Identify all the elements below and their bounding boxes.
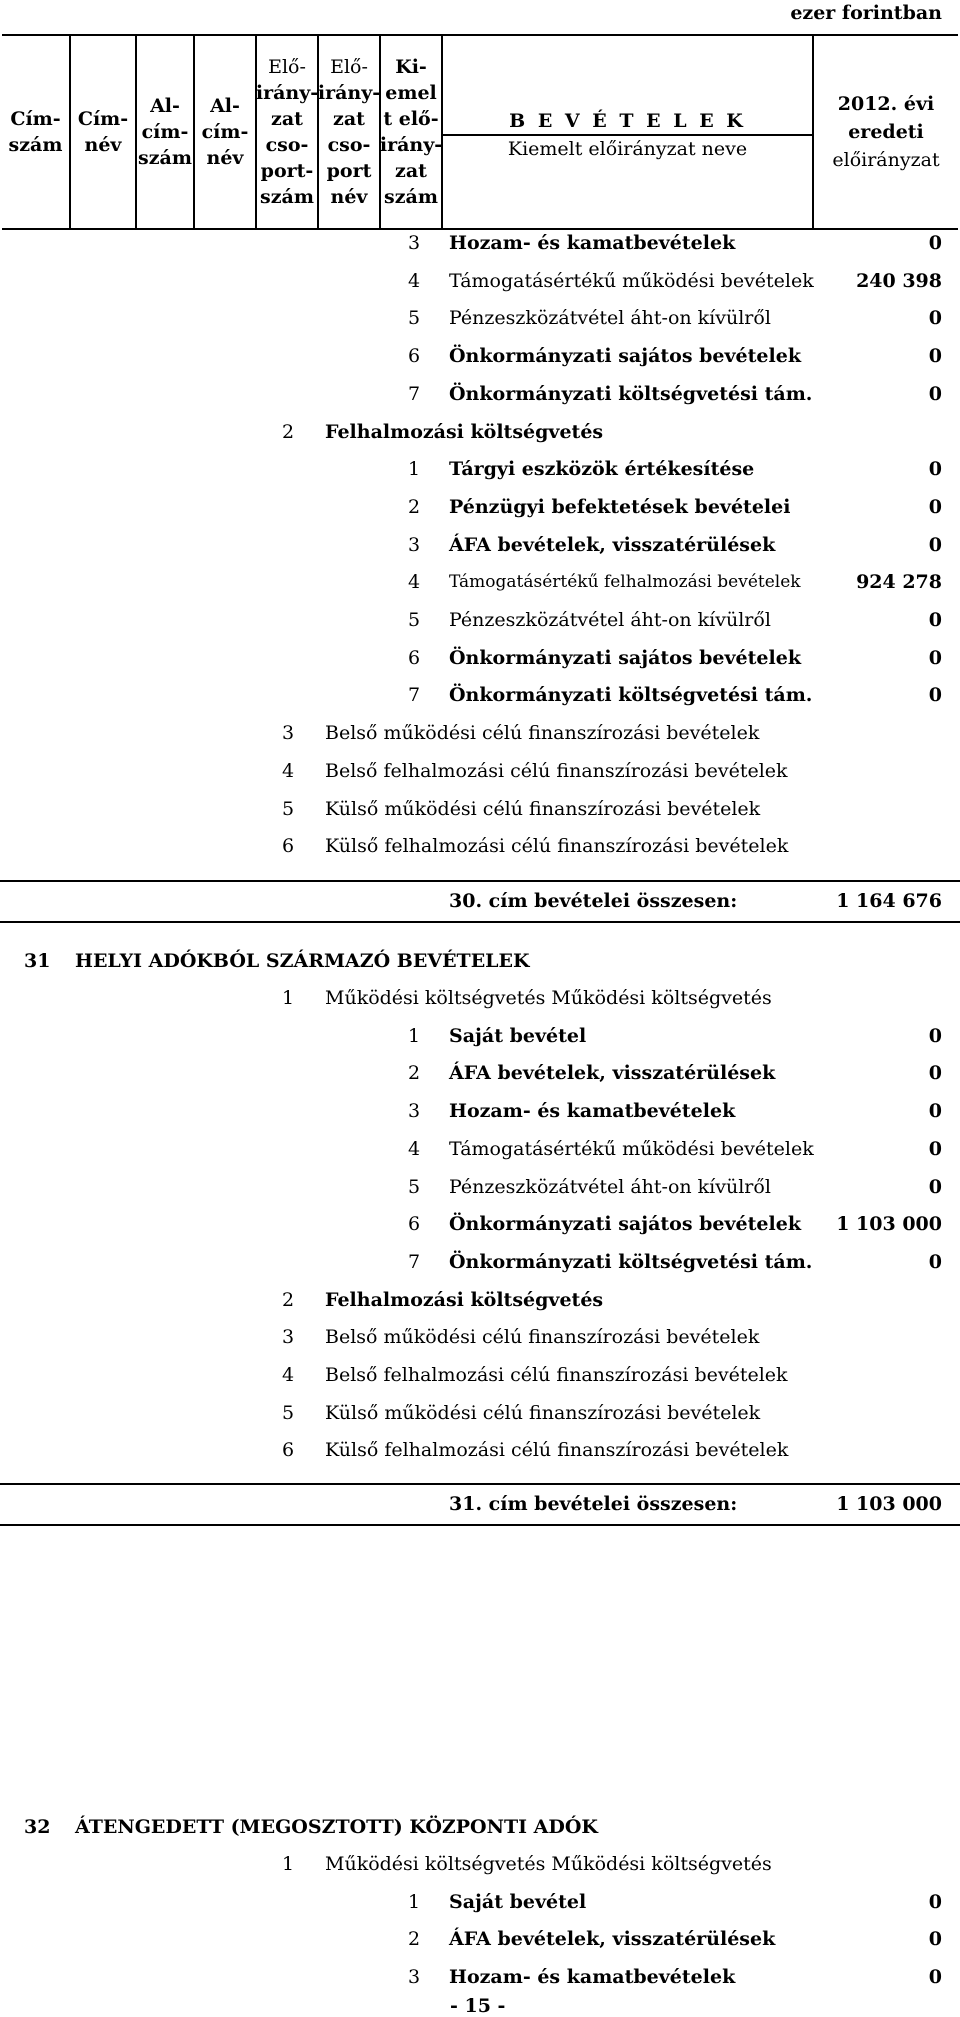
row-label: Támogatásértékű működési bevételek xyxy=(449,1137,814,1160)
section-total xyxy=(0,1483,960,1526)
row-number: 3 xyxy=(282,1326,295,1349)
table-row xyxy=(0,718,960,748)
row-number: 1 xyxy=(282,1853,295,1875)
row-number: 1 xyxy=(408,458,421,481)
row-label: ÁFA bevételek, visszatérülések xyxy=(449,533,776,556)
table-row xyxy=(0,1096,960,1126)
header-cimnev xyxy=(71,36,137,228)
table-row xyxy=(0,643,960,673)
title-number: 32 xyxy=(24,1816,51,1838)
header-text: Cím- xyxy=(10,108,61,130)
header-text: zat xyxy=(271,108,303,130)
header-text: szám xyxy=(260,186,314,208)
header-text: előirányzat xyxy=(832,149,940,171)
row-value: 0 xyxy=(928,1100,942,1123)
row-value: 0 xyxy=(928,345,942,368)
row-number: 5 xyxy=(408,307,421,330)
table-row xyxy=(0,567,960,597)
row-label: Saját bevétel xyxy=(449,1024,587,1047)
table-row xyxy=(0,1924,960,1954)
total-value: 1 164 676 xyxy=(836,890,942,912)
row-label: Külső működési célú finanszírozási bevételek xyxy=(325,1401,761,1424)
row-number: 1 xyxy=(282,987,295,1009)
table-row xyxy=(0,303,960,333)
header-text: név xyxy=(84,134,122,156)
row-number: 2 xyxy=(282,420,295,443)
row-label: Belső felhalmozási célú finanszírozási bevételek xyxy=(325,1364,788,1386)
table-row xyxy=(0,266,960,296)
total-label: 31. cím bevételei összesen: xyxy=(449,1493,738,1515)
row-value: 0 xyxy=(928,1024,942,1047)
header-text: Elő- xyxy=(330,56,368,78)
header-text: zat xyxy=(395,160,427,182)
header-cimszam xyxy=(2,36,71,228)
row-number: 3 xyxy=(408,1966,421,1989)
header-eloiranyzat-csoport-szam xyxy=(257,36,319,228)
row-label: Hozam- és kamatbevételek xyxy=(449,232,736,254)
table-row xyxy=(0,1360,960,1390)
table-row xyxy=(0,1849,960,1879)
table-row xyxy=(0,680,960,710)
row-value: 1 103 000 xyxy=(836,1213,942,1236)
row-value: 0 xyxy=(928,1062,942,1085)
header-text: Al- xyxy=(210,95,240,117)
row-value: 240 398 xyxy=(856,269,942,292)
section-title xyxy=(0,1812,960,1842)
table-row xyxy=(0,492,960,522)
table-row xyxy=(0,605,960,635)
header-alcimszam xyxy=(137,36,195,228)
row-label: Tárgyi eszközök értékesítése xyxy=(449,458,755,481)
row-number: 6 xyxy=(282,1439,295,1462)
row-number: 4 xyxy=(408,1137,421,1160)
header-text: Al- xyxy=(150,95,180,117)
table-row xyxy=(0,1398,960,1428)
row-number: 6 xyxy=(408,646,421,669)
row-number: 4 xyxy=(408,571,421,594)
row-value: 0 xyxy=(928,1966,942,1989)
header-bevetelek xyxy=(443,36,814,228)
row-value: 0 xyxy=(928,646,942,669)
row-value: 0 xyxy=(928,1137,942,1160)
header-kiemelt-eloiranyzat-szam xyxy=(381,36,443,228)
header-text: cím- xyxy=(201,121,249,143)
row-label: Pénzügyi befektetések bevételei xyxy=(449,495,791,518)
row-number: 7 xyxy=(408,684,421,707)
row-number: 1 xyxy=(408,1890,421,1913)
title-label: ÁTENGEDETT (MEGOSZTOTT) KÖZPONTI ADÓK xyxy=(75,1816,598,1838)
header-kiemelt-nev: Kiemelt előirányzat neve xyxy=(507,138,748,160)
row-number: 3 xyxy=(282,722,295,745)
row-number: 6 xyxy=(408,345,421,368)
row-label: Felhalmozási költségvetés xyxy=(325,1288,604,1311)
page-number: - 15 - xyxy=(450,1995,506,2017)
header-text: Ki- xyxy=(395,56,427,78)
header-text: cso- xyxy=(327,134,371,156)
row-value: 0 xyxy=(928,232,942,254)
table-header xyxy=(2,34,958,230)
row-number: 2 xyxy=(408,495,421,518)
table-row xyxy=(0,1887,960,1917)
header-alcimnev xyxy=(195,36,257,228)
title-label: HELYI ADÓKBÓL SZÁRMAZÓ BEVÉTELEK xyxy=(75,950,530,972)
header-bevetelek-title: B E V É T E L E K xyxy=(443,36,812,136)
section-title xyxy=(0,946,960,976)
table-row xyxy=(0,1962,960,1992)
header-text: név xyxy=(206,147,244,169)
header-text: cím- xyxy=(141,121,189,143)
table-row xyxy=(0,530,960,560)
row-number: 5 xyxy=(282,797,295,820)
row-label: Pénzeszközátvétel áht-on kívülről xyxy=(449,307,771,330)
row-label: Önkormányzati költségvetési tám. xyxy=(449,1250,813,1273)
row-number: 7 xyxy=(408,1250,421,1273)
row-number: 1 xyxy=(408,1024,421,1047)
header-text: irány- xyxy=(317,82,381,104)
row-number: 4 xyxy=(282,1364,295,1386)
header-text: eredeti xyxy=(848,121,924,143)
row-label: ÁFA bevételek, visszatérülések xyxy=(449,1062,776,1085)
row-label: Belső felhalmozási célú finanszírozási bevételek xyxy=(325,759,788,782)
header-text: szám xyxy=(138,147,192,169)
row-value: 0 xyxy=(928,609,942,631)
header-text: t elő- xyxy=(383,108,439,130)
table-row xyxy=(0,228,960,258)
row-number: 3 xyxy=(408,1100,421,1123)
row-number: 2 xyxy=(408,1928,421,1951)
total-value: 1 103 000 xyxy=(836,1493,942,1515)
row-value: 0 xyxy=(928,307,942,330)
header-text: szám xyxy=(8,134,63,156)
header-text: cso- xyxy=(265,134,309,156)
header-text: irány- xyxy=(379,134,443,156)
table-row xyxy=(0,794,960,824)
table-row xyxy=(0,1435,960,1465)
row-value: 0 xyxy=(928,1250,942,1273)
header-text: port- xyxy=(260,160,314,182)
row-label: Belső működési célú finanszírozási bevételek xyxy=(325,1326,760,1349)
header-text: zat xyxy=(333,108,365,130)
row-value: 0 xyxy=(928,495,942,518)
row-label: Külső felhalmozási célú finanszírozási bevételek xyxy=(325,835,789,858)
header-text: Cím- xyxy=(77,108,129,130)
row-label: Belső működési célú finanszírozási bevételek xyxy=(325,722,760,745)
header-text: irány- xyxy=(255,82,319,104)
row-number: 3 xyxy=(408,533,421,556)
row-label: Hozam- és kamatbevételek xyxy=(449,1100,736,1123)
table-row xyxy=(0,831,960,861)
row-label: Önkormányzati sajátos bevételek xyxy=(449,1213,801,1236)
row-number: 3 xyxy=(408,232,421,254)
row-label: Felhalmozási költségvetés xyxy=(325,420,604,443)
row-label: Működési költségvetés Működési költségvetés xyxy=(325,987,772,1009)
row-value: 0 xyxy=(928,382,942,405)
table-row xyxy=(0,1247,960,1277)
table-row xyxy=(0,983,960,1013)
row-value: 0 xyxy=(928,533,942,556)
table-row xyxy=(0,1322,960,1352)
table-row xyxy=(0,1172,960,1202)
row-value: 0 xyxy=(928,684,942,707)
total-label: 30. cím bevételei összesen: xyxy=(449,890,738,912)
row-label: Pénzeszközátvétel áht-on kívülről xyxy=(449,1175,771,1198)
table-row xyxy=(0,1021,960,1051)
header-eloiranyzat-csoport-nev xyxy=(319,36,381,228)
row-label: Önkormányzati költségvetési tám. xyxy=(449,382,813,405)
row-number: 2 xyxy=(408,1062,421,1085)
header-text: 2012. évi xyxy=(837,93,935,115)
header-text: port xyxy=(326,160,372,182)
header-text: szám xyxy=(384,186,438,208)
section-total xyxy=(0,880,960,923)
row-number: 7 xyxy=(408,382,421,405)
row-label: ÁFA bevételek, visszatérülések xyxy=(449,1928,776,1951)
header-text: név xyxy=(330,186,368,208)
title-number: 31 xyxy=(24,950,51,972)
row-number: 6 xyxy=(408,1213,421,1236)
row-label: Támogatásértékű működési bevételek xyxy=(449,269,814,292)
row-number: 6 xyxy=(282,835,295,858)
row-number: 5 xyxy=(408,609,421,631)
header-year xyxy=(814,36,958,228)
unit-label: ezer forintban xyxy=(790,2,942,24)
row-value: 0 xyxy=(928,1928,942,1951)
table-row xyxy=(0,1058,960,1088)
row-number: 4 xyxy=(408,269,421,292)
row-label: Külső működési célú finanszírozási bevételek xyxy=(325,797,761,820)
table-row xyxy=(0,379,960,409)
row-label: Saját bevétel xyxy=(449,1890,587,1913)
row-value: 0 xyxy=(928,1890,942,1913)
row-number: 5 xyxy=(408,1175,421,1198)
table-row xyxy=(0,341,960,371)
row-label: Működési költségvetés Működési költségvetés xyxy=(325,1853,772,1875)
row-number: 4 xyxy=(282,759,295,782)
row-label: Támogatásértékű felhalmozási bevételek xyxy=(449,572,801,593)
row-label: Önkormányzati sajátos bevételek xyxy=(449,345,801,368)
header-text: Elő- xyxy=(268,56,306,78)
row-number: 2 xyxy=(282,1288,295,1311)
row-number: 5 xyxy=(282,1401,295,1424)
table-row xyxy=(0,454,960,484)
row-label: Hozam- és kamatbevételek xyxy=(449,1966,736,1989)
row-label: Önkormányzati sajátos bevételek xyxy=(449,646,801,669)
header-text: emel xyxy=(385,82,437,104)
table-row xyxy=(0,417,960,447)
row-label: Pénzeszközátvétel áht-on kívülről xyxy=(449,609,771,631)
table-row xyxy=(0,1209,960,1239)
table-row xyxy=(0,1285,960,1315)
table-row xyxy=(0,1134,960,1164)
row-value: 0 xyxy=(928,1175,942,1198)
row-label: Önkormányzati költségvetési tám. xyxy=(449,684,813,707)
table-row xyxy=(0,756,960,786)
row-label: Külső felhalmozási célú finanszírozási bevételek xyxy=(325,1439,789,1462)
row-value: 0 xyxy=(928,458,942,481)
row-value: 924 278 xyxy=(856,571,942,594)
